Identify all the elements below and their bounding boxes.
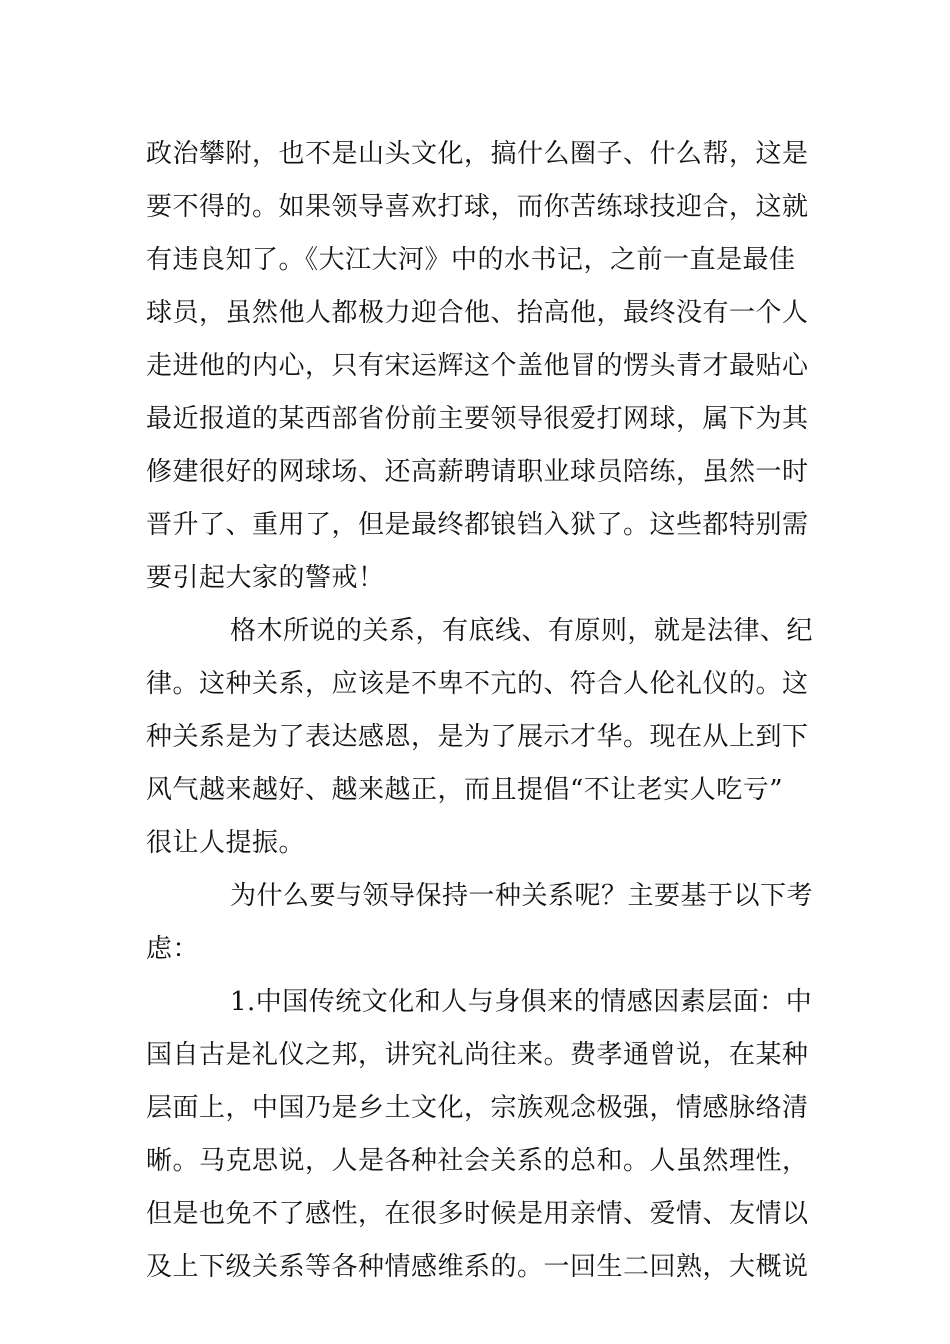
text-line: 走进他的内心，只有宋运辉这个盖他冒的愣头青才最贴心: [146, 351, 809, 381]
document-body: [146, 128, 814, 1294]
text-line: 要不得的。如果领导喜欢打球，而你苦练球技迎合，这就: [146, 192, 809, 222]
text-line: 但是也免不了感性，在很多时候是用亲情、爱情、友情以: [146, 1199, 809, 1229]
text-line: 修建很好的网球场、还高薪聘请职业球员陪练，虽然一时: [146, 457, 809, 487]
text-line: 层面上，中国乃是乡土文化，宗族观念极强，情感脉络清: [146, 1093, 809, 1123]
text-line: 最近报道的某西部省份前主要领导很爱打网球，属下为其: [146, 404, 809, 434]
text-line: 种关系是为了表达感恩，是为了展示才华。现在从上到下: [146, 722, 809, 752]
text-line: 国自古是礼仪之邦，讲究礼尚往来。费孝通曾说，在某种: [146, 1040, 809, 1070]
text-line: 要引起大家的警戒！: [146, 563, 385, 593]
text-line: 风气越来越好、越来越正，而且提倡“不让老实人吃亏”: [146, 775, 784, 805]
text-line: 球员，虽然他人都极力迎合他、抬高他，最终没有一个人: [146, 298, 809, 328]
text-line: 晋升了、重用了，但是最终都锒铛入狱了。这些都特别需: [146, 510, 809, 540]
text-line: 虑：: [146, 934, 200, 964]
text-line: 很让人提振。: [146, 828, 306, 858]
text-line: 及上下级关系等各种情感维系的。一回生二回熟，大概说: [146, 1252, 809, 1282]
paragraph: [146, 128, 810, 605]
text-line: 政治攀附，也不是山头文化，搞什么圈子、什么帮，这是: [146, 139, 809, 169]
text-line: 为什么要与领导保持一种关系呢？主要基于以下考: [230, 881, 814, 911]
text-line: 1.中国传统文化和人与身俱来的情感因素层面：中: [230, 987, 813, 1017]
paragraph: [146, 870, 814, 976]
text-line: 格木所说的关系，有底线、有原则，就是法律、纪: [230, 616, 814, 646]
text-line: 有违良知了。《大江大河》中的水书记，之前一直是最佳: [146, 245, 796, 275]
paragraph: [146, 605, 814, 870]
text-line: 晰。马克思说，人是各种社会关系的总和。人虽然理性，: [146, 1146, 809, 1176]
paragraph: [146, 976, 813, 1294]
text-line: 律。这种关系，应该是不卑不亢的、符合人伦礼仪的。这: [146, 669, 809, 699]
